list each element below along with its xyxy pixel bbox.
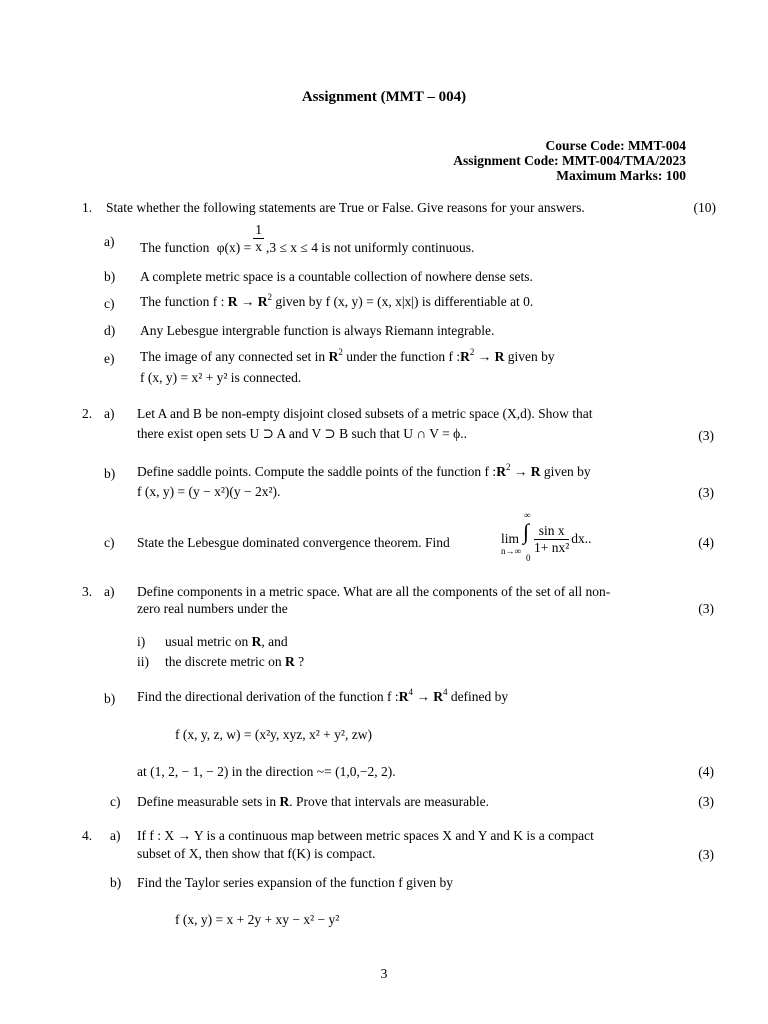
item-label: e)	[104, 351, 115, 366]
item-label: a)	[104, 584, 115, 599]
item-marks: (3)	[698, 428, 714, 443]
question-number: 1.	[82, 200, 93, 215]
limit-symbol: lim n→∞	[501, 531, 521, 556]
page-title: Assignment (MMT – 004)	[301, 89, 467, 105]
integral-sign: ∫	[523, 519, 530, 544]
item-label: b)	[104, 269, 116, 284]
item-label: c)	[110, 794, 121, 809]
question-text: State whether the following statements are True or False. Give reasons for your answers.	[106, 200, 585, 215]
item-text-line2: f (x, y) = x² + y² is connected.	[140, 370, 302, 385]
item-text: A complete metric space is a countable collection of nowhere dense sets.	[140, 269, 533, 284]
item-marks: (4)	[698, 764, 714, 779]
course-code: Course Code: MMT-004	[545, 138, 686, 153]
item-text: The function φ(x) = $\frac{1}{x}$ ,3 ≤ x ≤ 4 is not uniformly continuous.	[140, 222, 475, 256]
subitem-label: i)	[137, 634, 146, 649]
item-label: d)	[104, 323, 116, 338]
item-text: The image of any connected set in $R^2$ under the function f $:R^2 \to R$ given by	[140, 347, 555, 364]
item-text: Define components in a metric space. What are all the components of the set of all non-	[137, 584, 611, 599]
formula: f (x, y, z, w) = (x²y, xyz, x² + y², zw)	[175, 727, 372, 742]
item-marks: (4)	[698, 535, 714, 550]
item-marks: (3)	[698, 794, 714, 809]
item-text: Let A and B be non-empty disjoint closed subsets of a metric space (X,d). Show that	[137, 406, 593, 421]
question-number: 4.	[82, 828, 93, 843]
item-text-line3: at (1, 2, − 1, − 2) in the direction ~= (1,0,−2, 2).	[137, 764, 396, 779]
item-label: b)	[110, 875, 122, 890]
item-label: a)	[104, 406, 115, 421]
subitem-text: usual metric on R, and	[165, 634, 288, 649]
question-number: 2.	[82, 406, 93, 421]
item-text-line2: f (x, y) = (y − x²)(y − 2x²).	[137, 484, 281, 499]
item-marks: (3)	[698, 601, 714, 616]
item-text-line2: subset of X, then show that f(K) is compact.	[137, 846, 376, 861]
integral-lower: 0	[526, 553, 531, 563]
item-text: Find the Taylor series expansion of the function f given by	[137, 875, 453, 890]
item-label: c)	[104, 535, 115, 550]
question-marks: (10)	[693, 200, 716, 215]
item-text: State the Lebesgue dominated convergence theorem. Find	[137, 535, 450, 550]
item-label: a)	[110, 828, 121, 843]
formula: f (x, y) = x + 2y + xy − x² − y²	[175, 912, 340, 927]
integral-upper: ∞	[524, 510, 531, 520]
fraction: $\frac{\text{sin x}}{\text{1+ nx²}}$ dx..	[534, 523, 592, 555]
subitem-label: ii)	[137, 654, 149, 669]
maximum-marks: Maximum Marks: 100	[556, 168, 686, 183]
page-number: 3	[380, 966, 388, 981]
subitem-text: the discrete metric on R ?	[165, 654, 305, 669]
item-label: b)	[104, 691, 116, 706]
item-text-line2: zero real numbers under the	[137, 601, 288, 616]
item-text: Define measurable sets in R. Prove that intervals are measurable.	[137, 794, 490, 809]
item-text: If f : X → Y is a continuous map between metric spaces X and Y and K is a compact	[137, 828, 594, 843]
fraction: $\frac{1}{x}$	[255, 222, 263, 254]
item-marks: (3)	[698, 485, 714, 500]
item-text: Find the directional derivation of the function f $:R^4 \to R^4$ defined by	[137, 687, 509, 704]
assignment-code: Assignment Code: MMT-004/TMA/2023	[453, 153, 686, 168]
item-label: c)	[104, 296, 115, 311]
item-text: The function f : $R \to R^2$ given by f (x, y) = (x, x|x|) is differentiable at 0.	[140, 292, 534, 309]
item-marks: (3)	[698, 847, 714, 862]
item-text: Define saddle points. Compute the saddle points of the function f $:R^2 \to R$ given by	[137, 462, 591, 479]
question-number: 3.	[82, 584, 93, 599]
item-text: Any Lebesgue intergrable function is always Riemann integrable.	[140, 323, 495, 338]
item-text-line2: there exist open sets U ⊃ A and V ⊃ B such that U ∩ V = ϕ..	[137, 426, 467, 441]
item-label: a)	[104, 234, 115, 249]
item-label: b)	[104, 466, 116, 481]
